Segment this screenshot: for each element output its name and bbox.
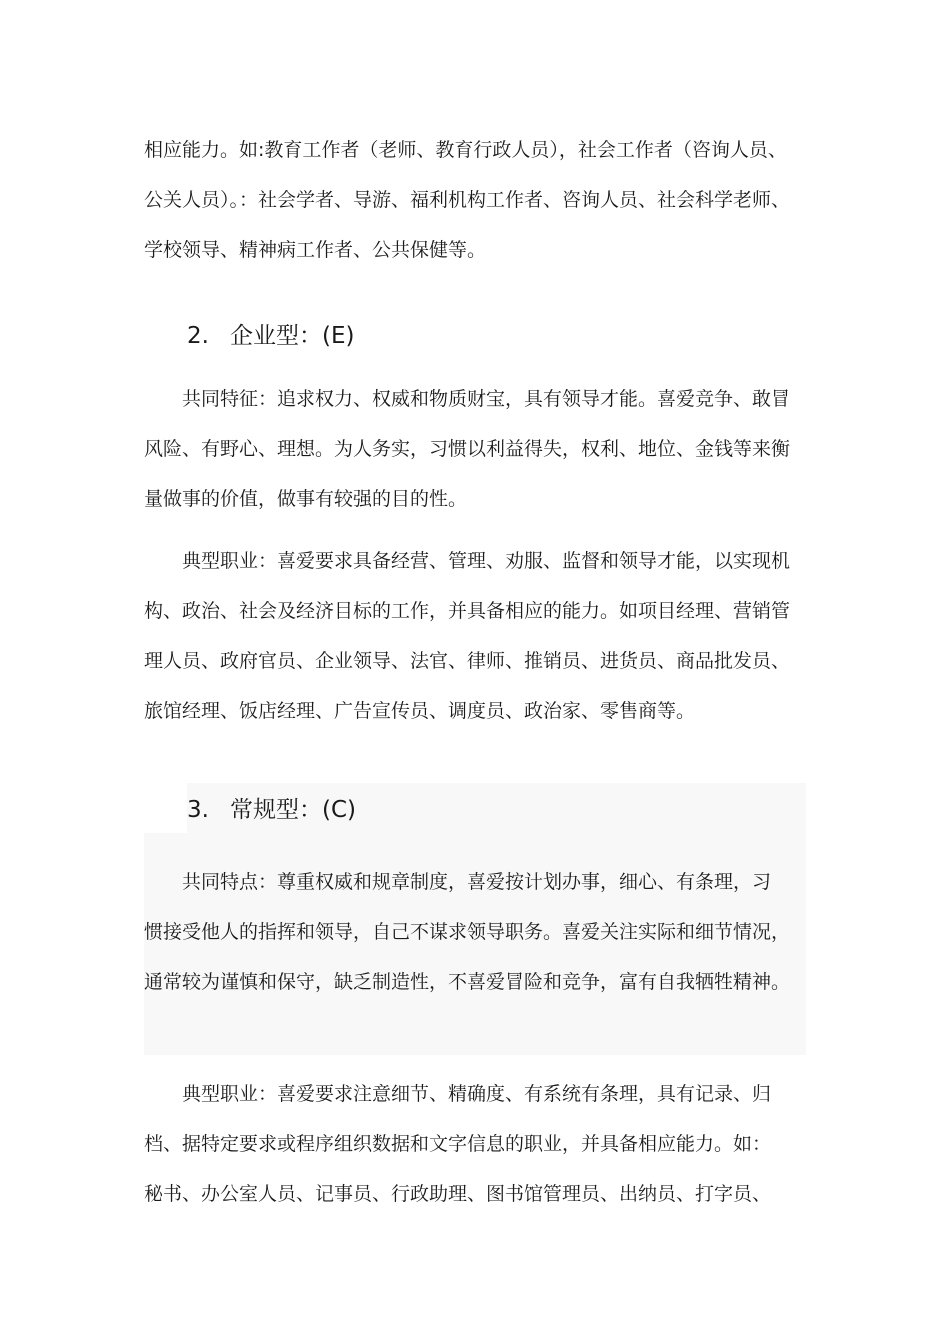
paragraph-line: 风险、有野心、理想。为人务实，习惯以利益得失，权利、地位、金钱等来衡 [144,438,791,460]
section-title: 企业型：(E) [230,323,355,349]
paragraph-line: 典型职业：喜爱要求具备经营、管理、劝服、监督和领导才能，以实现机 [182,550,791,572]
section-title: 常规型：(C) [230,797,357,823]
paragraph-line: 学校领导、精神病工作者、公共保健等。 [144,239,487,261]
section-number: 3. [187,797,209,823]
paragraph-line: 典型职业：喜爱要求注意细节、精确度、有系统有条理，具有记录、归 [182,1083,772,1105]
paragraph-line: 共同特征：追求权力、权威和物质财宝，具有领导才能。喜爱竞争、敢冒 [182,388,791,410]
paragraph-line: 量做事的价值，做事有较强的目的性。 [144,488,468,510]
paragraph-line: 共同特点：尊重权威和规章制度，喜爱按计划办事，细心、有条理，习 [182,871,772,893]
section-heading-conventional [187,795,356,825]
paragraph-line: 秘书、办公室人员、记事员、行政助理、图书馆管理员、出纳员、打字员、 [144,1183,772,1205]
section-number: 2. [187,323,209,349]
paragraph-line: 档、据特定要求或程序组织数据和文字信息的职业，并具备相应能力。如： [144,1133,772,1155]
paragraph-line: 通常较为谨慎和保守，缺乏制造性，不喜爱冒险和竞争，富有自我牺牲精神。 [144,971,791,993]
paragraph-line: 相应能力。如:教育工作者（老师、教育行政人员），社会工作者（咨询人员、 [144,139,787,161]
paragraph-line: 构、政治、社会及经济目标的工作，并具备相应的能力。如项目经理、营销管 [144,600,791,622]
section-heading-enterprise [187,321,354,351]
paragraph-line: 公关人员）。：社会学者、导游、福利机构工作者、咨询人员、社会科学老师、 [144,189,791,211]
paragraph-line: 惯接受他人的指挥和领导，自己不谋求领导职务。喜爱关注实际和细节情况， [144,921,791,943]
paragraph-line: 理人员、政府官员、企业领导、法官、律师、推销员、进货员、商品批发员、 [144,650,791,672]
paragraph-line: 旅馆经理、饭店经理、广告宣传员、调度员、政治家、零售商等。 [144,700,696,722]
